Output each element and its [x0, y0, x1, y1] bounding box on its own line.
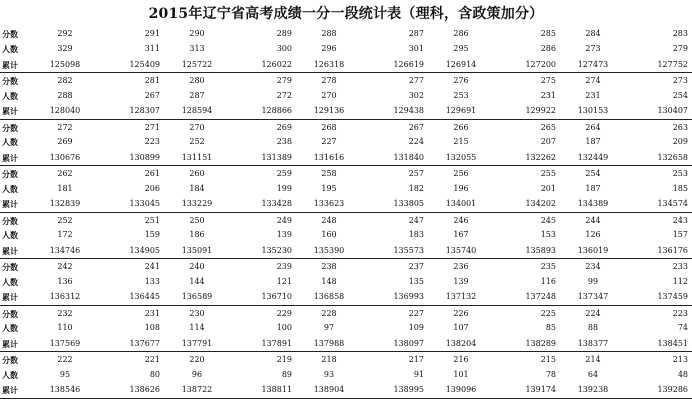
score-cell: 255 [540, 169, 556, 178]
cumulative-cell: 136993 [362, 290, 428, 306]
score-cell: 281 [144, 76, 160, 85]
table-title: 2015年辽宁省高考成绩一分一段统计表（理科，含政策加分） [148, 6, 544, 22]
cumulative-cell: 133428 [230, 197, 296, 213]
score-label: 分数 [2, 169, 18, 179]
cumulative-cell: 139286 [626, 383, 692, 399]
score-cell: 288 [321, 29, 337, 39]
score-cell: 244 [585, 215, 601, 225]
score-cell: 231 [144, 308, 160, 318]
count-cell: 114 [189, 323, 205, 333]
score-cell: 269 [276, 122, 292, 132]
count-cell: 107 [453, 323, 469, 333]
count-cell: 153 [540, 230, 556, 240]
cumulative-row [0, 290, 692, 306]
score-cell: 213 [672, 355, 688, 364]
score-cell: 264 [585, 122, 601, 132]
cumulative-cell: 131616 [296, 150, 362, 166]
cumulative-cell: 135091 [164, 243, 230, 259]
score-block [0, 212, 692, 259]
score-cell: 280 [189, 76, 205, 85]
score-cell: 259 [276, 169, 292, 178]
score-cell: 233 [672, 262, 688, 271]
score-cell: 270 [189, 122, 205, 132]
count-cell: 182 [408, 183, 424, 193]
count-cell: 296 [321, 44, 337, 54]
score-block [0, 119, 692, 166]
count-cell: 295 [453, 44, 469, 54]
score-cell: 277 [408, 76, 424, 85]
cumulative-label: 累计 [0, 290, 32, 306]
cumulative-cell: 138722 [164, 383, 230, 399]
count-cell: 183 [408, 230, 424, 240]
cumulative-cell: 138904 [296, 383, 362, 399]
score-label: 分数 [2, 355, 18, 365]
score-cell: 234 [585, 262, 601, 271]
cumulative-label: 累计 [0, 104, 32, 120]
count-cell: 109 [408, 323, 424, 333]
score-cell: 226 [453, 308, 469, 318]
score-cell: 223 [672, 308, 688, 318]
cumulative-cell: 132055 [428, 150, 494, 166]
cumulative-label: 累计 [0, 243, 32, 259]
score-cell: 286 [453, 29, 469, 39]
count-cell: 91 [413, 369, 424, 379]
score-row [0, 166, 692, 182]
cumulative-cell: 134746 [32, 243, 98, 259]
count-cell: 144 [189, 276, 205, 286]
count-cell: 64 [587, 369, 599, 379]
count-cell: 139 [453, 276, 469, 286]
cumulative-cell: 127200 [494, 57, 560, 73]
score-cell: 256 [453, 169, 469, 178]
score-label: 分数 [2, 76, 18, 86]
score-cell: 282 [57, 76, 73, 85]
count-row [0, 42, 692, 58]
count-row [0, 181, 692, 197]
score-cell: 217 [408, 355, 424, 364]
score-cell: 251 [144, 215, 160, 225]
score-cell: 267 [408, 122, 424, 132]
cumulative-row [0, 57, 692, 73]
score-cell: 246 [453, 215, 469, 225]
count-cell: 195 [321, 183, 337, 193]
count-cell: 231 [585, 90, 601, 100]
count-cell: 187 [585, 137, 601, 147]
cumulative-cell: 129922 [494, 104, 560, 120]
cumulative-cell: 130153 [560, 104, 626, 120]
count-label: 人数 [2, 183, 18, 194]
count-cell: 160 [321, 230, 337, 240]
cumulative-cell: 136589 [164, 290, 230, 306]
cumulative-cell: 131840 [362, 150, 428, 166]
score-cell: 272 [57, 122, 73, 132]
score-cell: 236 [453, 262, 469, 271]
score-cell: 235 [540, 262, 556, 271]
count-cell: 136 [57, 276, 73, 286]
score-row [0, 119, 692, 135]
cumulative-cell: 138377 [560, 336, 626, 352]
cumulative-cell: 138995 [362, 383, 428, 399]
cumulative-cell: 137248 [494, 290, 560, 306]
score-cell: 250 [189, 215, 205, 225]
count-label: 人数 [2, 230, 18, 241]
score-cell: 260 [189, 169, 205, 178]
count-cell: 101 [453, 369, 469, 379]
cumulative-cell: 136312 [32, 290, 98, 306]
cumulative-cell: 126318 [296, 57, 362, 73]
count-cell: 207 [540, 137, 556, 147]
cumulative-row [0, 197, 692, 213]
score-cell: 287 [408, 29, 424, 39]
cumulative-cell: 125722 [164, 57, 230, 73]
count-cell: 231 [540, 90, 556, 100]
cumulative-cell: 133623 [296, 197, 362, 213]
score-cell: 215 [540, 355, 556, 364]
count-row [0, 321, 692, 337]
count-cell: 112 [672, 276, 688, 286]
cumulative-cell: 127473 [560, 57, 626, 73]
count-row [0, 367, 692, 383]
cumulative-cell: 125098 [32, 57, 98, 73]
cumulative-cell: 136176 [626, 243, 692, 259]
count-label: 人数 [2, 90, 18, 101]
score-cell: 220 [189, 355, 205, 364]
score-cell: 283 [672, 29, 688, 39]
count-cell: 186 [189, 230, 205, 240]
count-cell: 89 [281, 369, 292, 379]
score-cell: 271 [144, 122, 160, 132]
count-row [0, 135, 692, 151]
score-cell: 245 [540, 215, 556, 225]
score-cell: 240 [189, 262, 205, 271]
cumulative-cell: 137132 [428, 290, 494, 306]
score-block [0, 259, 692, 306]
score-label: 分数 [2, 215, 18, 226]
cumulative-cell: 132658 [626, 150, 692, 166]
cumulative-cell: 130899 [98, 150, 164, 166]
count-cell: 135 [408, 276, 424, 286]
cumulative-cell: 137791 [164, 336, 230, 352]
score-cell: 275 [540, 76, 556, 85]
count-cell: 97 [323, 323, 335, 333]
cumulative-cell: 138811 [230, 383, 296, 399]
count-cell: 74 [677, 323, 688, 333]
score-cell: 249 [276, 215, 292, 225]
score-table [0, 26, 692, 399]
cumulative-cell: 138451 [626, 336, 692, 352]
cumulative-cell: 126022 [230, 57, 296, 73]
score-cell: 227 [408, 308, 424, 318]
score-cell: 285 [540, 29, 556, 39]
score-block [0, 166, 692, 213]
score-cell: 228 [321, 308, 337, 318]
score-block [0, 26, 692, 73]
cumulative-cell: 138204 [428, 336, 494, 352]
cumulative-row [0, 336, 692, 352]
count-cell: 270 [321, 90, 337, 100]
count-cell: 215 [453, 137, 469, 147]
count-label: 人数 [2, 44, 18, 55]
score-cell: 247 [408, 215, 424, 225]
count-cell: 96 [191, 369, 203, 379]
cumulative-cell: 134202 [494, 197, 560, 213]
cumulative-cell: 134905 [98, 243, 164, 259]
cumulative-row [0, 150, 692, 166]
count-cell: 80 [149, 369, 160, 379]
score-cell: 290 [189, 29, 205, 39]
cumulative-cell: 136019 [560, 243, 626, 259]
count-cell: 224 [408, 137, 424, 147]
count-cell: 99 [587, 276, 599, 286]
score-cell: 248 [321, 215, 337, 225]
count-cell: 209 [672, 137, 688, 147]
count-cell: 148 [321, 276, 337, 286]
score-row [0, 259, 692, 275]
cumulative-cell: 137569 [32, 336, 98, 352]
score-cell: 278 [321, 76, 337, 85]
cumulative-label: 累计 [0, 383, 32, 399]
count-label: 人数 [2, 323, 18, 334]
score-label: 分数 [2, 308, 18, 319]
cumulative-cell: 131151 [164, 150, 230, 166]
score-block [0, 352, 692, 399]
score-cell: 261 [144, 169, 160, 178]
cumulative-cell: 129136 [296, 104, 362, 120]
count-cell: 269 [57, 137, 73, 147]
score-cell: 291 [144, 29, 160, 39]
cumulative-cell: 137988 [296, 336, 362, 352]
count-label: 人数 [2, 137, 18, 148]
cumulative-cell: 134389 [560, 197, 626, 213]
count-cell: 272 [276, 90, 292, 100]
cumulative-cell: 135230 [230, 243, 296, 259]
count-cell: 78 [545, 369, 556, 379]
count-cell: 287 [189, 90, 205, 100]
count-cell: 95 [59, 369, 71, 379]
count-cell: 288 [57, 90, 73, 100]
count-cell: 100 [276, 323, 292, 333]
count-cell: 185 [672, 183, 688, 193]
cumulative-cell: 139096 [428, 383, 494, 399]
count-cell: 253 [453, 90, 469, 100]
count-cell: 88 [587, 323, 599, 333]
cumulative-cell: 137459 [626, 290, 692, 306]
score-row [0, 352, 692, 368]
cumulative-cell: 137347 [560, 290, 626, 306]
cumulative-cell: 128040 [32, 104, 98, 120]
score-cell: 274 [585, 76, 601, 85]
count-row [0, 274, 692, 290]
count-cell: 238 [276, 137, 292, 147]
cumulative-cell: 132449 [560, 150, 626, 166]
score-cell: 258 [321, 169, 337, 178]
score-cell: 265 [540, 122, 556, 132]
score-cell: 243 [672, 215, 688, 225]
cumulative-row [0, 243, 692, 259]
count-cell: 157 [672, 230, 688, 240]
score-row [0, 212, 692, 228]
score-cell: 219 [276, 355, 292, 364]
cumulative-label: 累计 [0, 150, 32, 166]
cumulative-cell: 134574 [626, 197, 692, 213]
cumulative-cell: 139238 [560, 383, 626, 399]
count-cell: 252 [189, 137, 205, 147]
score-cell: 224 [585, 308, 601, 318]
cumulative-cell: 139174 [494, 383, 560, 399]
cumulative-cell: 128866 [230, 104, 296, 120]
count-cell: 187 [585, 183, 601, 193]
cumulative-row [0, 383, 692, 399]
cumulative-cell: 138289 [494, 336, 560, 352]
count-cell: 172 [57, 230, 73, 240]
cumulative-cell: 128594 [164, 104, 230, 120]
score-cell: 263 [672, 122, 688, 132]
count-cell: 300 [276, 44, 292, 54]
cumulative-cell: 134001 [428, 197, 494, 213]
count-cell: 199 [276, 183, 292, 193]
count-cell: 116 [540, 276, 556, 286]
cumulative-label: 累计 [0, 197, 32, 213]
score-cell: 238 [321, 262, 337, 271]
score-cell: 221 [144, 355, 160, 364]
count-cell: 302 [408, 90, 424, 100]
count-cell: 121 [276, 276, 292, 286]
score-cell: 289 [276, 29, 292, 39]
cumulative-cell: 138097 [362, 336, 428, 352]
score-cell: 216 [453, 355, 469, 364]
score-label: 分数 [2, 262, 18, 272]
cumulative-cell: 128307 [98, 104, 164, 120]
cumulative-cell: 126914 [428, 57, 494, 73]
score-cell: 276 [453, 76, 469, 85]
score-cell: 239 [276, 262, 292, 271]
score-row [0, 26, 692, 42]
count-cell: 311 [144, 44, 160, 54]
count-cell: 93 [323, 369, 335, 379]
count-cell: 227 [321, 137, 337, 147]
count-cell: 85 [545, 323, 556, 333]
score-cell: 241 [144, 262, 160, 271]
score-cell: 262 [57, 169, 73, 178]
score-cell: 279 [276, 76, 292, 85]
score-cell: 242 [57, 262, 73, 271]
count-cell: 313 [189, 44, 205, 54]
cumulative-cell: 130676 [32, 150, 98, 166]
cumulative-cell: 126619 [362, 57, 428, 73]
score-cell: 237 [408, 262, 424, 271]
score-cell: 254 [585, 169, 601, 178]
cumulative-cell: 133805 [362, 197, 428, 213]
score-row [0, 305, 692, 321]
score-cell: 214 [585, 355, 601, 364]
cumulative-cell: 136445 [98, 290, 164, 306]
count-row [0, 88, 692, 104]
cumulative-cell: 137677 [98, 336, 164, 352]
cumulative-cell: 136710 [230, 290, 296, 306]
cumulative-cell: 133229 [164, 197, 230, 213]
score-cell: 230 [189, 308, 205, 318]
count-cell: 184 [189, 183, 205, 193]
count-cell: 201 [540, 183, 556, 193]
score-cell: 292 [57, 29, 73, 39]
count-cell: 133 [144, 276, 160, 286]
cumulative-cell: 129438 [362, 104, 428, 120]
cumulative-cell: 133045 [98, 197, 164, 213]
score-cell: 229 [276, 308, 292, 318]
score-cell: 218 [321, 355, 337, 364]
count-cell: 223 [144, 137, 160, 147]
count-cell: 48 [677, 369, 688, 379]
cumulative-cell: 130407 [626, 104, 692, 120]
cumulative-cell: 132839 [32, 197, 98, 213]
count-cell: 286 [540, 44, 556, 54]
score-cell: 284 [585, 29, 601, 39]
cumulative-cell: 135390 [296, 243, 362, 259]
count-cell: 126 [585, 230, 601, 240]
cumulative-cell: 135893 [494, 243, 560, 259]
score-block [0, 305, 692, 352]
cumulative-cell: 125409 [98, 57, 164, 73]
count-label: 人数 [2, 369, 18, 380]
cumulative-cell: 132262 [494, 150, 560, 166]
count-cell: 196 [453, 183, 469, 193]
score-cell: 273 [672, 76, 688, 85]
cumulative-cell: 131389 [230, 150, 296, 166]
score-cell: 266 [453, 122, 469, 132]
count-label: 人数 [2, 276, 18, 287]
count-cell: 279 [672, 44, 688, 54]
cumulative-cell: 135573 [362, 243, 428, 259]
score-cell: 257 [408, 169, 424, 178]
score-label: 分数 [2, 122, 18, 133]
score-block [0, 73, 692, 120]
count-cell: 167 [453, 230, 469, 240]
count-row [0, 228, 692, 244]
cumulative-cell: 127752 [626, 57, 692, 73]
cumulative-label: 累计 [0, 336, 32, 352]
score-row [0, 73, 692, 89]
score-label: 分数 [2, 29, 18, 40]
score-cell: 222 [57, 355, 73, 364]
score-cell: 225 [540, 308, 556, 318]
count-cell: 181 [57, 183, 73, 193]
score-cell: 232 [57, 308, 73, 318]
cumulative-cell: 138546 [32, 383, 98, 399]
count-cell: 110 [57, 323, 73, 333]
cumulative-cell: 138626 [98, 383, 164, 399]
count-cell: 108 [144, 323, 160, 333]
cumulative-label: 累计 [0, 57, 32, 73]
cumulative-row [0, 104, 692, 120]
count-cell: 329 [57, 44, 73, 54]
score-cell: 268 [321, 122, 337, 132]
count-cell: 273 [585, 44, 601, 54]
count-cell: 206 [144, 183, 160, 193]
count-cell: 267 [144, 90, 160, 100]
score-cell: 252 [57, 215, 73, 225]
count-cell: 301 [408, 44, 424, 54]
score-cell: 253 [672, 169, 688, 178]
cumulative-cell: 137891 [230, 336, 296, 352]
count-cell: 159 [144, 230, 160, 240]
count-cell: 139 [276, 230, 292, 240]
cumulative-cell: 136858 [296, 290, 362, 306]
count-cell: 254 [672, 90, 688, 100]
cumulative-cell: 129691 [428, 104, 494, 120]
cumulative-cell: 135740 [428, 243, 494, 259]
